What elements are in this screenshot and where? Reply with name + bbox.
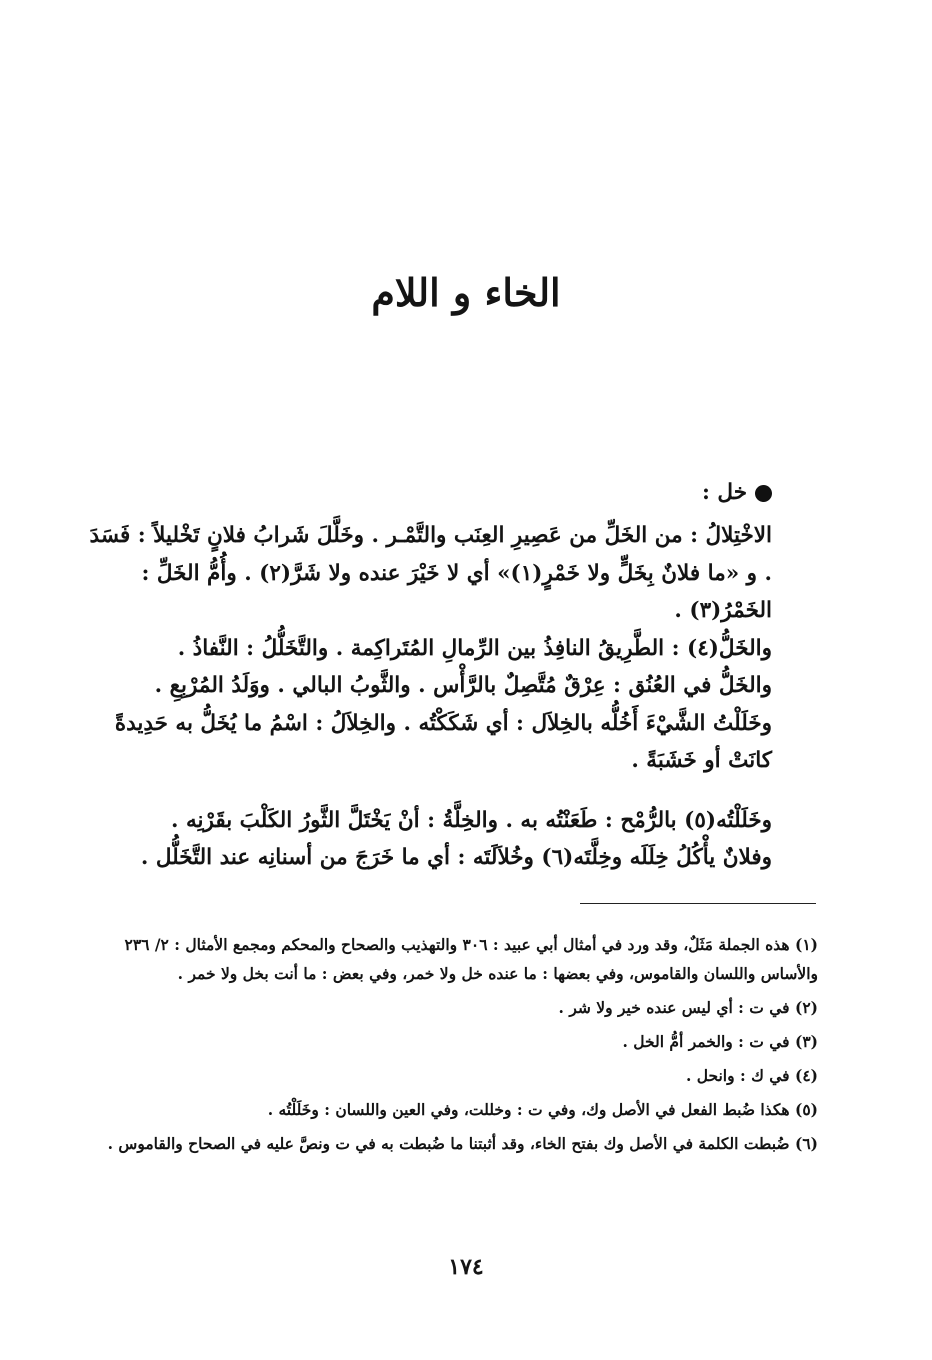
entry-paragraph: وفلانٌ يأْكُلُ خِلَلَه وخِلَّتَه(٦) وخُلاَلَتَه : أي ما خَرَجَ من أسنانِه عند التَّخَلُّل . (140, 845, 772, 870)
footnote: (٦) ضُبطت الكلمة في الأصل وك بفتح الخاء، وقد أثبتنا ما ضُبطت به في ت ونصَّ عليه في الصحاح والقاموس . (107, 1134, 818, 1153)
entry-paragraph: وخَلَلْتُ الشَّيْءَ أَخُلُّه بالخِلاَل : أي شَكَكْتُه . والخِلاَلُ : اسْمُ ما يُخَلُّ به حَدِيدةً كانَتْ أو خَشَبَةً . (114, 710, 772, 773)
footnote: (٢) في ت : أي ليس عنده خير ولا شر . (558, 998, 818, 1017)
entry-paragraph: والخَلُّ في العُنُق : عِرْقٌ مُتَّصِلٌ بالرَّأْس . والثَّوبُ البالي . ووَلَدُ المُرْبِعِ . (154, 673, 772, 698)
page-number: ١٧٤ (448, 1254, 484, 1280)
bullet-icon (755, 485, 772, 502)
entry-paragraph: والخَلُّ(٤) : الطَّرِيقُ النافِذُ بين الرِّمالِ المُتَراكِمة . والتَّخَلُّلُ : النَّفاذُ . (177, 635, 772, 661)
footnotes (80, 930, 818, 1163)
section-title: الخاء و اللام (371, 270, 561, 315)
footnote-separator (580, 903, 816, 904)
footnote: (٣) في ت : والخمر أمُّ الخل . (622, 1032, 818, 1051)
footnote: (٥) هكذا ضُبط الفعل في الأصل وك، وفي ت : وخللت، وفي العين واللسان : وخَلَلْتُه . (267, 1100, 818, 1119)
entry-paragraph: الاخْتِلالُ : من الخَلِّ من عَصِيرِ العِنَب والتَّمْـر . وخَلَّلَ شَرابُ فلانٍ تَخْليلاً : فَسَدَ . و «ما فلانٌ بِخَلٍّ ولا خَمْرٍ(١)» أي لا خَيْرَ عنده ولا شَرَّ(٢) . وأُمُّ الخَلِّ : الخَمْرُ(٣) . (89, 523, 772, 623)
footnote: (٤) في ك : وانحل . (685, 1066, 818, 1085)
dictionary-entry (82, 475, 772, 877)
entry-paragraph: وخَلَلْتُه(٥) بالرُّمْح : طَعَنْتُه به . والخِلَّةُ : أنْ يَخْتَلَّ الثَّورُ الكَلْبَ بقَرْنِه . (170, 807, 772, 833)
footnote: (١) هذه الجملة مَثَلٌ، وقد ورد في أمثال أبي عبيد : ٣٠٦ والتهذيب والصحاح والمحكم ومجمع الأمثال : ٢/ ٢٣٦ والأساس واللسان والقاموس، وفي بعضها : ما عنده خل ولا خمر، وفي بعض : ما أنت بخل ولا خمر . (124, 935, 818, 983)
entry-headword: خل : (702, 480, 747, 505)
entry-headword-line (82, 475, 772, 511)
